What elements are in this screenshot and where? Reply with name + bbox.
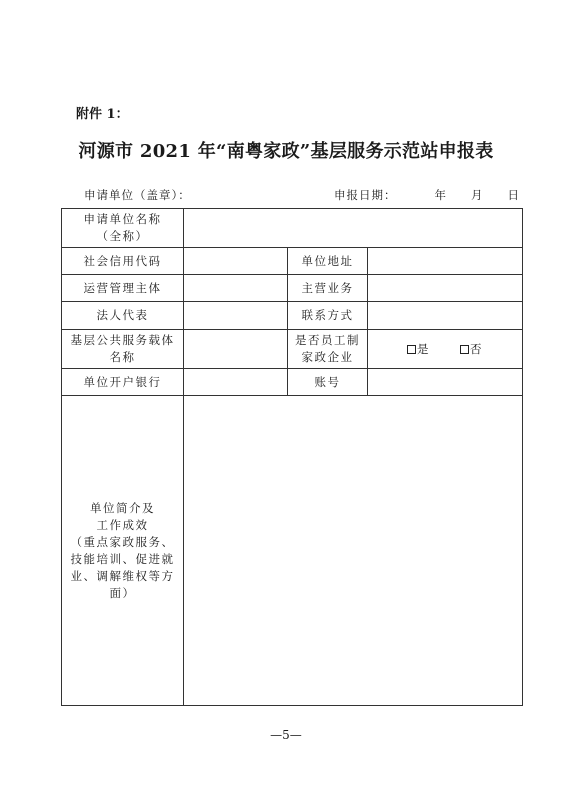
operator-field[interactable]	[184, 275, 288, 302]
account-field[interactable]	[368, 369, 523, 396]
credit-code-label: 社会信用代码	[62, 248, 184, 275]
main-business-label: 主营业务	[288, 275, 368, 302]
full-name-label: 申请单位名称	[83, 212, 162, 226]
application-form-table	[61, 208, 523, 706]
account-label: 账号	[288, 369, 368, 396]
contact-field[interactable]	[368, 302, 523, 330]
carrier-name-label-2: 名称	[109, 350, 136, 364]
application-date-line	[334, 187, 520, 203]
intro-label-3: （重点家政服务、	[70, 534, 175, 549]
table-row	[62, 275, 523, 302]
main-business-field[interactable]	[368, 275, 523, 302]
contact-label: 联系方式	[288, 302, 368, 330]
bank-label: 单位开户银行	[62, 369, 184, 396]
no-checkbox[interactable]	[460, 345, 469, 354]
document-title: 河源市 2021 年“南粤家政”基层服务示范站申报表	[78, 141, 494, 162]
carrier-name-field[interactable]	[184, 330, 288, 369]
date-label: 申报日期：	[334, 188, 397, 202]
carrier-name-label: 基层公共服务载体	[70, 333, 175, 347]
address-label: 单位地址	[288, 248, 368, 275]
intro-label-1: 单位简介及	[90, 500, 155, 515]
label-cell-intro	[62, 396, 184, 706]
operator-label: 运营管理主体	[62, 275, 184, 302]
no-label: 否	[470, 341, 483, 356]
legal-rep-label: 法人代表	[62, 302, 184, 330]
label-cell-carrier	[62, 330, 184, 369]
month-label: 月	[471, 188, 484, 202]
table-row	[62, 369, 523, 396]
full-name-note: （全称）	[96, 229, 149, 243]
credit-code-field[interactable]	[184, 248, 288, 275]
applicant-unit-label: 申请单位（盖章）：	[84, 188, 191, 202]
intro-field[interactable]	[184, 396, 523, 706]
no-option[interactable]	[460, 341, 483, 358]
employee-system-options	[368, 330, 523, 369]
legal-rep-field[interactable]	[184, 302, 288, 330]
yes-option[interactable]	[407, 341, 430, 358]
bank-field[interactable]	[184, 369, 288, 396]
table-row	[62, 396, 523, 706]
intro-label-2: 工作成效	[96, 517, 149, 532]
label-cell-full-name	[62, 209, 184, 248]
page-number: —5—	[270, 728, 302, 742]
year-label: 年	[434, 188, 447, 202]
table-row	[62, 330, 523, 369]
address-field[interactable]	[368, 248, 523, 275]
yes-label: 是	[417, 341, 430, 356]
day-label: 日	[507, 188, 520, 202]
table-row	[62, 302, 523, 330]
attachment-label: 附件 1：	[76, 107, 129, 122]
employee-system-label: 是否员工制	[295, 333, 360, 347]
table-row	[62, 209, 523, 248]
label-cell-employee	[288, 330, 368, 369]
intro-label-4: 技能培训、促进就	[70, 551, 175, 566]
full-name-field[interactable]	[184, 209, 523, 248]
intro-label-6: 面）	[109, 585, 136, 600]
intro-label-5: 业、调解维权等方	[70, 568, 175, 583]
employee-system-label-2: 家政企业	[301, 350, 354, 364]
yes-checkbox[interactable]	[407, 345, 416, 354]
table-row	[62, 248, 523, 275]
